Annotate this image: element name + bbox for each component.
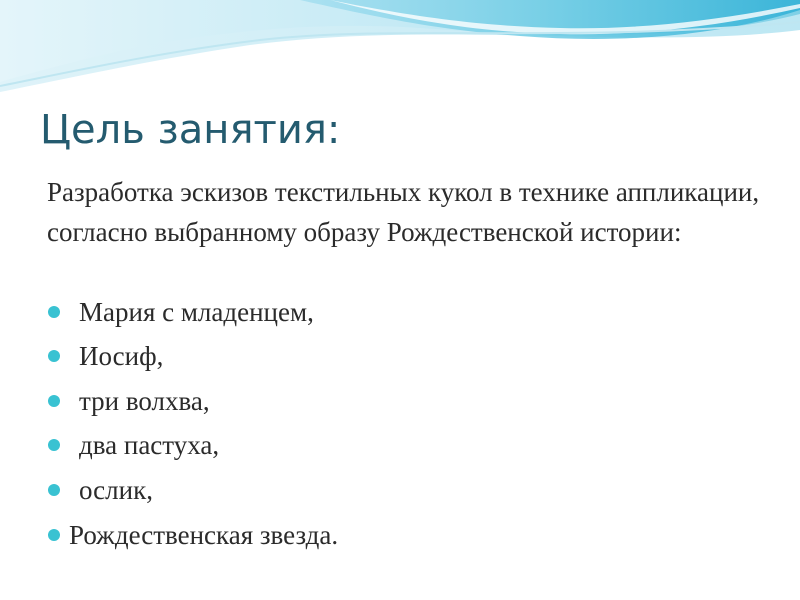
bullet-dot-icon [48,395,60,407]
list-item-text: два пастуха, [79,429,220,460]
bullet-dot-icon [48,484,60,496]
list-item [48,425,219,465]
list-item-text: Мария с младенцем, [79,296,314,327]
intro-paragraph: Разработка эскизов текстильных кукол в технике аппликации, согласно выбранному образу Рождественской истории: [47,177,760,247]
list-item [48,336,163,376]
list-item-text: три волхва, [79,385,210,416]
slide-title: Цель занятия: [40,107,341,153]
list-item-text: Иосиф, [79,340,164,371]
bullet-dot-icon [48,529,60,541]
list-item-text: ослик, [79,474,153,505]
list-item [48,515,338,555]
list-item [48,470,153,510]
wave-header-decoration [0,0,800,110]
bullet-dot-icon [48,439,60,451]
bullet-dot-icon [48,306,60,318]
list-item [48,292,314,332]
list-item-text: Рождественская звезда. [69,519,339,550]
list-item [48,381,210,421]
bullet-dot-icon [48,350,60,362]
